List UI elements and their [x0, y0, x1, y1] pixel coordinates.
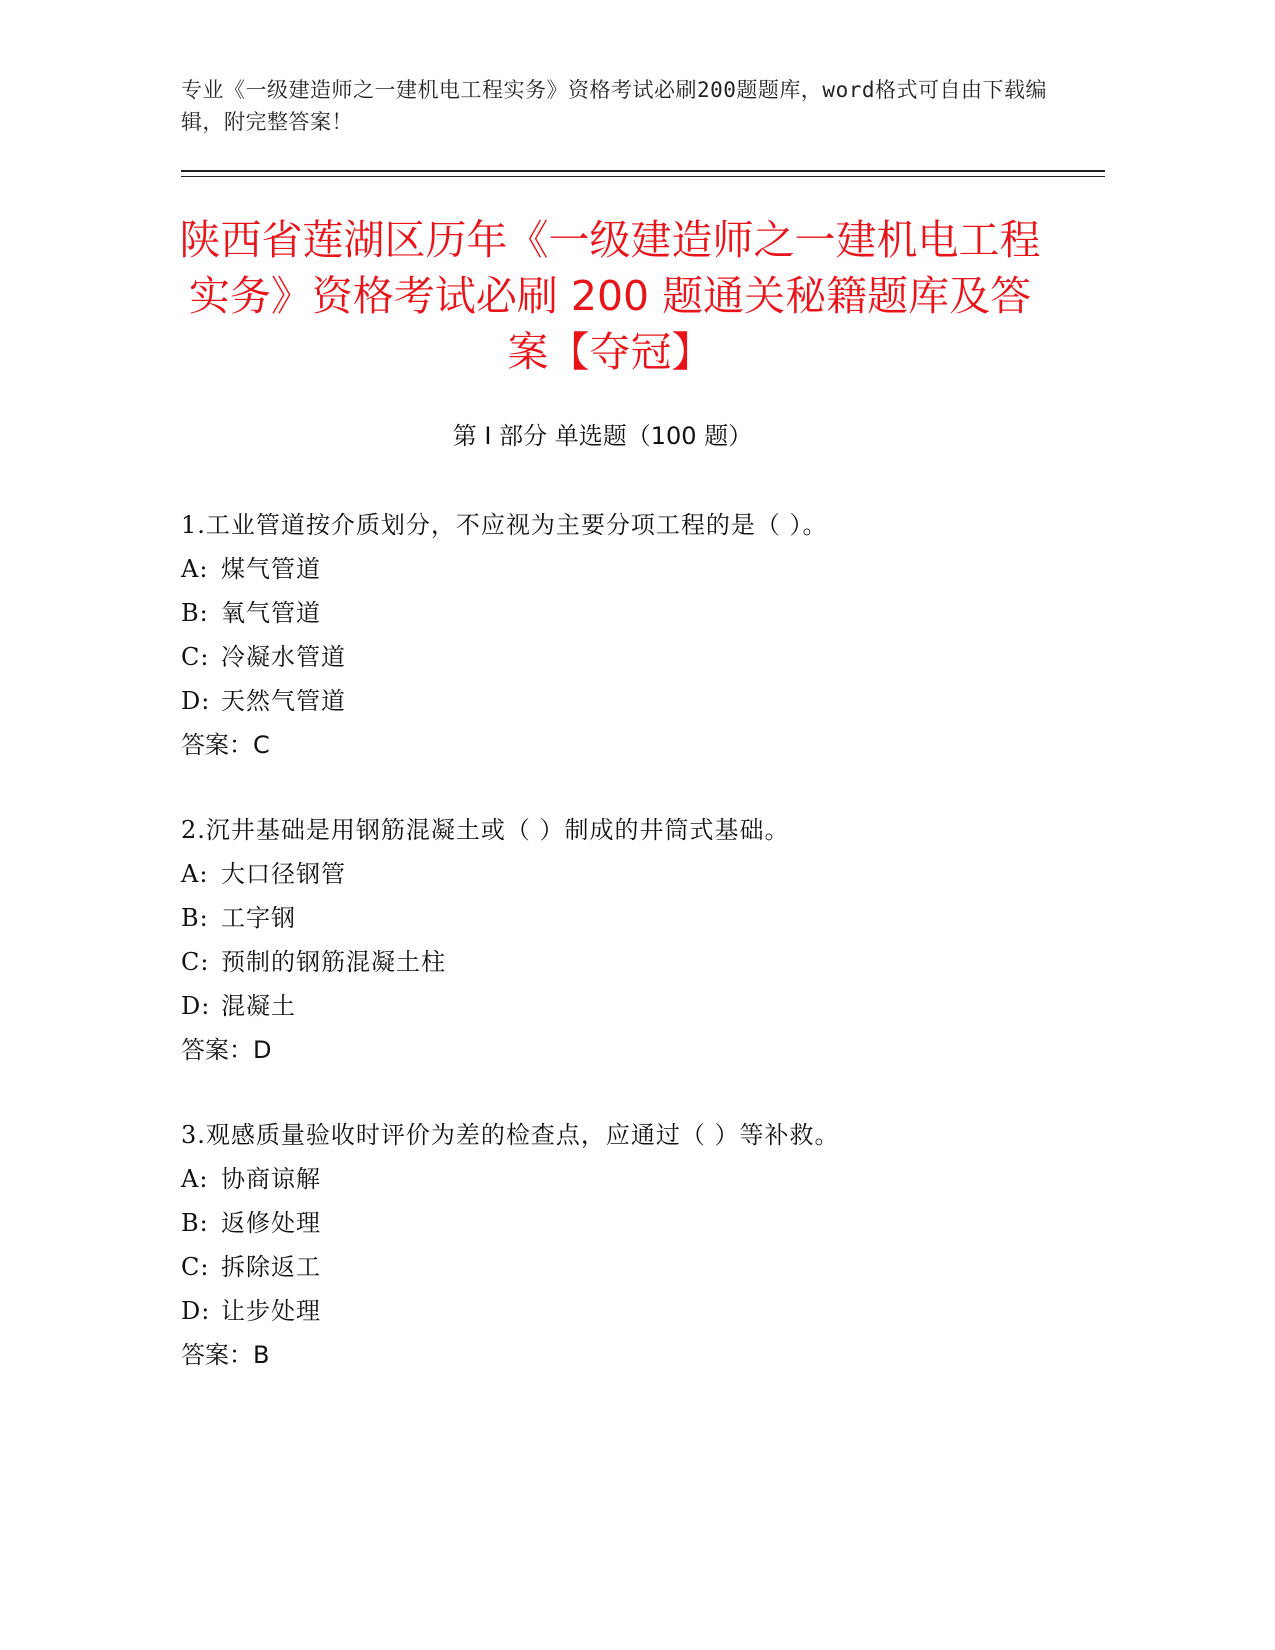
section-heading: 第 I 部分 单选题（100 题）	[452, 422, 753, 450]
option-text: 氧气管道	[221, 599, 321, 627]
question-3	[181, 1113, 1081, 1377]
option-text: 混凝土	[221, 992, 296, 1020]
answer-value: B	[253, 1341, 270, 1369]
option-text: 预制的钢筋混凝土柱	[221, 948, 446, 976]
option-c	[181, 1245, 1081, 1289]
option-key: B:	[181, 599, 209, 627]
header-rule-thick	[181, 170, 1105, 172]
option-key: C:	[181, 1253, 210, 1281]
option-key: A:	[181, 860, 209, 888]
option-a	[181, 852, 1081, 896]
option-a	[181, 1157, 1081, 1201]
option-a	[181, 547, 1081, 591]
option-key: B:	[181, 904, 209, 932]
option-text: 冷凝水管道	[221, 643, 346, 671]
option-text: 返修处理	[221, 1209, 321, 1237]
answer-line	[181, 1028, 1081, 1072]
question-2	[181, 808, 1081, 1072]
option-text: 协商谅解	[221, 1165, 321, 1193]
option-d	[181, 1289, 1081, 1333]
document-title: 陕西省莲湖区历年《一级建造师之一建机电工程实务》资格考试必刷 200 题通关秘籍题库及答案【夺冠】	[179, 216, 1041, 376]
question-1	[181, 503, 1081, 767]
option-key: D:	[181, 992, 211, 1020]
option-key: A:	[181, 1165, 209, 1193]
answer-value: D	[253, 1036, 272, 1064]
option-text: 煤气管道	[221, 555, 321, 583]
option-b	[181, 1201, 1081, 1245]
answer-line	[181, 723, 1081, 767]
option-d	[181, 984, 1081, 1028]
option-key: A:	[181, 555, 209, 583]
option-text: 拆除返工	[221, 1253, 321, 1281]
option-text: 大口径钢管	[221, 860, 346, 888]
header-rule-thin	[181, 176, 1105, 177]
option-key: C:	[181, 643, 210, 671]
question-stem: 2.沉井基础是用钢筋混凝土或（ ）制成的井筒式基础。	[181, 816, 790, 844]
option-key: C:	[181, 948, 210, 976]
option-text: 让步处理	[221, 1297, 321, 1325]
option-key: D:	[181, 1297, 211, 1325]
option-d	[181, 679, 1081, 723]
answer-label: 答案：	[181, 1036, 253, 1064]
answer-line	[181, 1333, 1081, 1377]
header-note: 专业《一级建造师之一建机电工程实务》资格考试必刷200题题库，word格式可自由下载编辑，附完整答案！	[181, 78, 1047, 134]
option-b	[181, 896, 1081, 940]
answer-value: C	[253, 731, 270, 759]
option-c	[181, 635, 1081, 679]
question-stem: 3.观感质量验收时评价为差的检查点，应通过（ ）等补救。	[181, 1121, 840, 1149]
option-b	[181, 591, 1081, 635]
option-text: 工字钢	[221, 904, 296, 932]
answer-label: 答案：	[181, 1341, 253, 1369]
option-c	[181, 940, 1081, 984]
answer-label: 答案：	[181, 731, 253, 759]
option-key: B:	[181, 1209, 209, 1237]
option-key: D:	[181, 687, 211, 715]
option-text: 天然气管道	[221, 687, 346, 715]
question-stem: 1.工业管道按介质划分，不应视为主要分项工程的是（ ）。	[181, 511, 828, 539]
